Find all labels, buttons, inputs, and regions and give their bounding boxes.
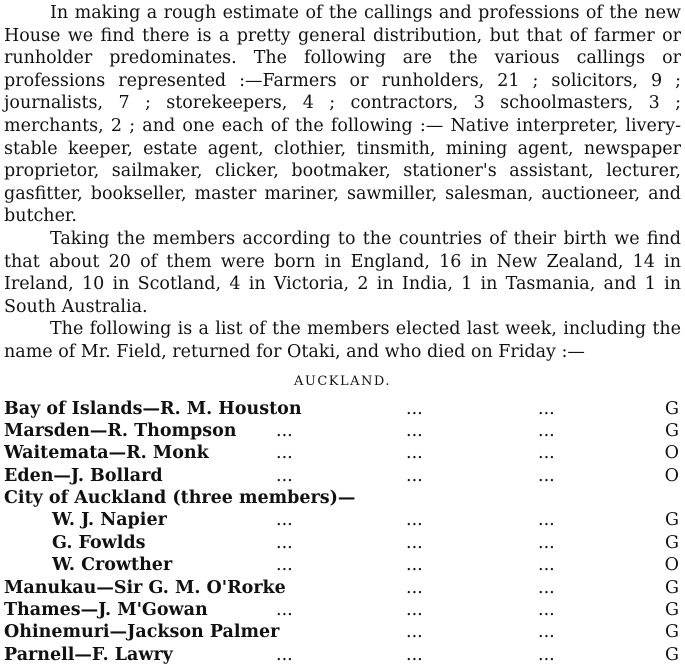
leader-dots: ... [406,510,423,531]
leader-dots: ... [538,510,555,531]
member-row [4,442,681,464]
leader-dots: ... [276,465,293,486]
member-name: Bay of Islands—R. M. Houston [4,398,302,419]
member-row [4,420,681,442]
party-code: G [665,510,679,531]
section-heading-auckland: AUCKLAND. [294,373,391,389]
party-code: G [665,532,679,553]
member-row [4,509,681,531]
party-code: G [665,420,679,441]
member-row [4,621,681,643]
leader-dots: ... [538,465,555,486]
leader-dots: ... [538,398,555,419]
leader-dots: ... [406,443,423,464]
member-row [4,465,681,487]
member-name: Marsden—R. Thompson [4,420,237,441]
leader-dots: ... [406,577,423,598]
leader-dots: ... [276,644,293,665]
leader-dots: ... [406,600,423,621]
leader-dots: ... [538,555,555,576]
member-name: G. Fowlds [52,532,146,553]
member-row [4,599,681,621]
member-name: Ohinemuri—Jackson Palmer [4,622,280,643]
leader-dots: ... [406,532,423,553]
member-row [4,398,681,420]
party-code: G [665,622,679,643]
leader-dots: ... [406,644,423,665]
leader-dots: ... [538,644,555,665]
member-row-group-heading [4,487,681,509]
member-name: W. J. Napier [52,510,167,531]
leader-dots: ... [538,600,555,621]
party-code: G [665,644,679,665]
member-name: Thames—J. M'Gowan [4,600,208,621]
paragraph-callings: In making a rough estimate of the callings and professions of the new House we find there is a pretty general distribution, but that of farmer or runholder predominates. The following are the various callings or professions represented :—Farmers or runholders, 21 ; solicitors, 9 ; journalists, 7 ; storekeepers, 4 ; contractors, 3 schoolmasters, 3 ; merchants, 2 ; and one each of the following :— Native interpreter, livery-stable keeper, estate agent, clothier, tinsmith, mining agent, newspaper proprietor, sailmaker, clicker, bootmaker, stationer's assistant, lecturer, gasfitter, bookseller, master mariner, sawmiller, salesman, auctioneer, and butcher. [4,3,681,227]
leader-dots: ... [276,443,293,464]
leader-dots: ... [276,600,293,621]
leader-dots: ... [276,532,293,553]
member-row [4,554,681,576]
party-code: O [664,555,679,576]
member-name: Manukau—Sir G. M. O'Rorke [4,577,286,598]
paragraph-member-list-intro: The following is a list of the members elected last week, including the name of Mr. Field, returned for Otaki, and who died on Friday :— [4,319,681,362]
newspaper-article [4,0,681,666]
member-row [4,532,681,554]
party-code: G [665,398,679,419]
leader-dots: ... [538,443,555,464]
leader-dots: ... [406,398,423,419]
member-row [4,644,681,666]
member-name: City of Auckland (three members)— [4,488,356,509]
leader-dots: ... [538,532,555,553]
member-name: W. Crowther [52,555,173,576]
leader-dots: ... [276,420,293,441]
party-code: G [665,600,679,621]
member-row [4,577,681,599]
leader-dots: ... [406,465,423,486]
paragraph-birthplaces: Taking the members according to the countries of their birth we find that about 20 of them were born in England, 16 in New Zealand, 14 in Ireland, 10 in Scotland, 4 in Victoria, 2 in India, 1 in Tasmania, and 1 in South Australia. [4,228,681,317]
leader-dots: ... [538,420,555,441]
member-name: Eden—J. Bollard [4,465,163,486]
member-name: Waitemata—R. Monk [4,443,209,464]
leader-dots: ... [276,555,293,576]
leader-dots: ... [538,577,555,598]
party-code: O [664,465,679,486]
member-name: Parnell—F. Lawry [4,644,173,665]
member-list [4,398,681,666]
leader-dots: ... [406,555,423,576]
leader-dots: ... [406,622,423,643]
party-code: G [665,577,679,598]
party-code: O [664,443,679,464]
leader-dots: ... [406,420,423,441]
leader-dots: ... [538,622,555,643]
leader-dots: ... [276,510,293,531]
